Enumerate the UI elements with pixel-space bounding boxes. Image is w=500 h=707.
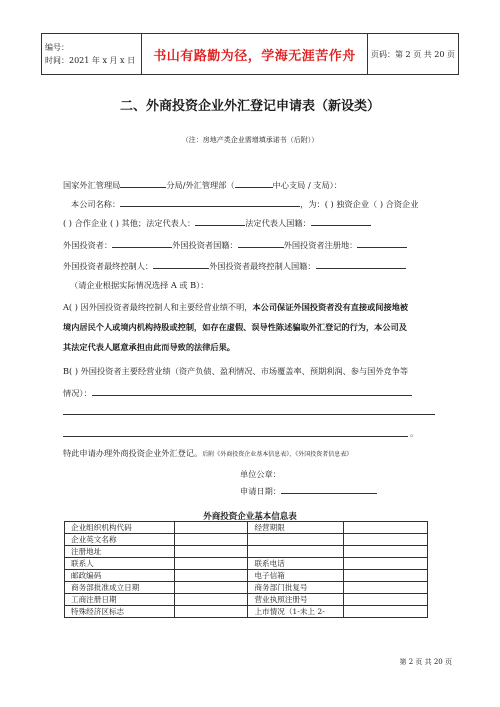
page-header <box>41 33 459 75</box>
field-label: 商务部门批复号 <box>248 582 344 594</box>
performance-blank-1[interactable] <box>92 386 412 396</box>
table-row <box>65 558 428 570</box>
performance-blank-2[interactable] <box>63 414 435 415</box>
company-name-blank[interactable] <box>120 197 300 207</box>
investor-blank[interactable] <box>112 238 172 248</box>
doc-number-label: 编号： <box>45 43 69 52</box>
investor-registration-blank[interactable] <box>357 238 407 248</box>
form-line-6: （请企业根据实际情况选择 A 或 B）： <box>70 280 209 290</box>
field-value[interactable] <box>174 522 248 534</box>
option-b-label: 情况）： <box>63 388 92 398</box>
period-mark: 。 <box>410 428 419 438</box>
time-label: 时间：2021 年 x 月 x 日 <box>45 56 136 65</box>
field-label: 商务部批准成立日期 <box>65 582 175 594</box>
option-b-line-2 <box>63 386 412 399</box>
legal-rep-blank[interactable] <box>195 216 245 226</box>
title-note: （注：房地产类企业需增填承诺书（后附）） <box>181 136 319 144</box>
field-label: 经营期限 <box>248 522 344 534</box>
apply-note: 后附《外商投资企业基本信息表》、《外国投资者信息表》 <box>202 451 353 458</box>
field-value[interactable] <box>344 522 428 534</box>
field-label: 企业英文名称 <box>65 534 175 546</box>
field-value[interactable] <box>174 546 248 558</box>
l4-label-c: 外国投资者注册地： <box>283 240 358 250</box>
field-label: 注册地址 <box>65 546 175 558</box>
l1-label-a: 国家外汇管理局 <box>63 180 121 190</box>
legal-rep-nationality-blank[interactable] <box>311 216 371 226</box>
apply-line <box>63 448 352 459</box>
performance-blank-3[interactable] <box>63 436 408 437</box>
field-label: 企业组织机构代码 <box>65 522 175 534</box>
field-label: 特殊经济区标志 <box>65 606 175 618</box>
option-a-line-3: 其法定代表人愿意承担由此而导致的法律后果。 <box>63 342 235 352</box>
header-page-label: 页码：第 2 页 共 20 页 <box>368 34 459 75</box>
table-row <box>65 606 428 618</box>
info-table-title: 外商投资企业基本信息表 <box>203 512 297 522</box>
table-row <box>65 546 428 558</box>
field-value[interactable] <box>344 570 428 582</box>
header-left-cell <box>42 34 142 75</box>
form-line-3 <box>63 216 371 229</box>
date-line <box>240 484 377 497</box>
field-value[interactable] <box>174 606 248 618</box>
l3-label-a: ( ) 合作企业 ( ) 其他；法定代表人： <box>63 218 196 228</box>
field-label: 营业执照注册号 <box>248 594 344 606</box>
option-a-normal: A( ) 因外国投资者最终控制人和主要经营业绩不明， <box>63 302 253 312</box>
field-label: 电子信箱 <box>248 570 344 582</box>
branch-blank[interactable] <box>120 178 166 188</box>
table-row <box>65 522 428 534</box>
field-value[interactable] <box>344 546 428 558</box>
l1-label-c: 中心支局 / 支局）： <box>272 180 342 190</box>
option-a-bold: 本公司保证外国投资者没有直接或间接地被 <box>252 302 409 312</box>
field-value[interactable] <box>174 582 248 594</box>
controller-blank[interactable] <box>153 259 209 269</box>
field-label: 联系电话 <box>248 558 344 570</box>
date-label: 申请日期： <box>240 486 281 496</box>
field-value[interactable] <box>174 534 248 546</box>
option-a-line-1 <box>63 302 408 313</box>
field-label <box>248 546 344 558</box>
form-line-1 <box>63 178 342 191</box>
field-label: 工商注册日期 <box>65 594 175 606</box>
table-row <box>65 594 428 606</box>
page-title: 二、外商投资企业外汇登记申请表（新设类） <box>119 99 380 114</box>
table-row <box>65 534 428 546</box>
field-value[interactable] <box>344 594 428 606</box>
option-b-line-1: B( ) 外国投资者主要经营业绩（资产负债、盈利情况、市场覆盖率、预期利润、参与国外竞争等 <box>63 366 409 376</box>
controller-nationality-blank[interactable] <box>316 259 406 269</box>
l5-label-a: 外国投资者最终控制人： <box>63 261 154 271</box>
seal-label: 单位公章： <box>240 469 281 479</box>
page-footer: 第 2 页 共 20 页 <box>399 658 452 666</box>
info-table <box>64 521 428 618</box>
form-line-2 <box>71 197 418 210</box>
table-row <box>65 582 428 594</box>
field-label: 邮政编码 <box>65 570 175 582</box>
l4-label-b: 外国投资者国籍： <box>172 240 238 250</box>
field-label: 上市情况（1-未上 2- <box>248 606 344 618</box>
subbranch-blank[interactable] <box>235 178 273 188</box>
field-value[interactable] <box>174 594 248 606</box>
option-a-line-2: 境内居民个人或境内机构持股或控制，如存在虚假、误导性陈述骗取外汇登记的行为，本公司及 <box>63 322 407 332</box>
field-label <box>248 534 344 546</box>
field-value[interactable] <box>344 558 428 570</box>
l1-label-b: 分局/外汇管理部（ <box>166 180 235 190</box>
form-line-5 <box>63 259 406 272</box>
field-label: 联系人 <box>65 558 175 570</box>
field-value[interactable] <box>344 534 428 546</box>
l5-label-b: 外国投资者最终控制人国籍： <box>209 261 316 271</box>
table-row <box>65 570 428 582</box>
field-value[interactable] <box>174 558 248 570</box>
field-value[interactable] <box>344 582 428 594</box>
investor-nationality-blank[interactable] <box>238 238 284 248</box>
date-blank[interactable] <box>281 484 377 494</box>
l3-label-b: 法定代表人国籍： <box>245 218 311 228</box>
l2-label-a: 本公司名称： <box>71 199 121 209</box>
l2-label-b: ，为：( ) 独资企业（ ) 合资企业 <box>300 199 419 209</box>
field-value[interactable] <box>174 570 248 582</box>
form-line-4 <box>63 238 407 251</box>
header-motto: 书山有路勤为径，学海无涯苦作舟 <box>142 34 368 75</box>
field-value[interactable] <box>344 606 428 618</box>
apply-text: 特此申请办理外商投资企业外汇登记。 <box>63 448 203 458</box>
l4-label-a: 外国投资者： <box>63 240 113 250</box>
